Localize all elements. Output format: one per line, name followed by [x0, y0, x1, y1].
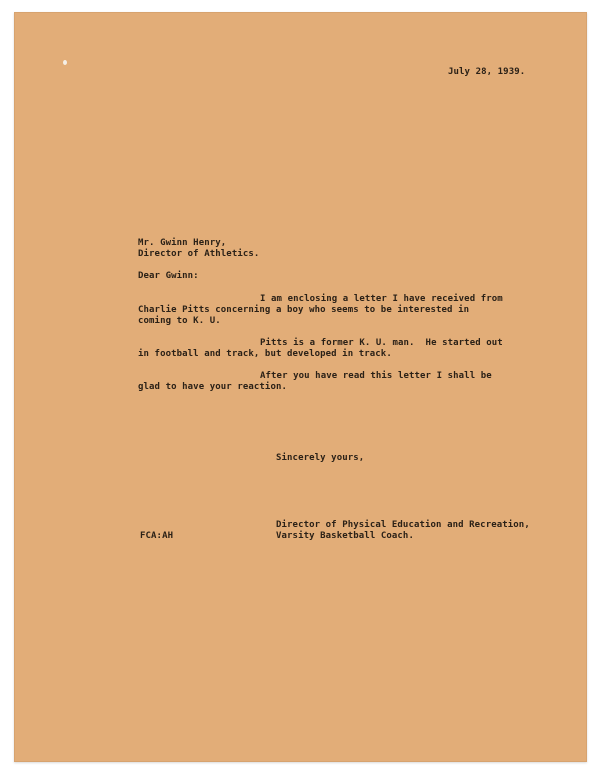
paragraph-2-line-1: Pitts is a former K. U. man. He started out [260, 338, 503, 348]
salutation: Dear Gwinn: [138, 271, 199, 281]
paragraph-3-line-1: After you have read this letter I shall be [260, 371, 492, 381]
signature-line-1: Director of Physical Education and Recreation, [276, 520, 530, 530]
paragraph-1-line-3: coming to K. U. [138, 316, 221, 326]
closing: Sincerely yours, [276, 453, 365, 463]
paper-speck [63, 60, 67, 65]
letter-date: July 28, 1939. [448, 67, 526, 77]
paragraph-1-line-1: I am enclosing a letter I have received from [260, 294, 503, 304]
letter-page [14, 12, 587, 762]
recipient-name: Mr. Gwinn Henry, [138, 238, 227, 248]
paragraph-1-line-2: Charlie Pitts concerning a boy who seems to be interested in [138, 305, 470, 315]
signature-line-2: Varsity Basketball Coach. [276, 531, 414, 541]
reference-initials: FCA:AH [140, 531, 174, 541]
recipient-title: Director of Athletics. [138, 249, 260, 259]
paragraph-2-line-2: in football and track, but developed in track. [138, 349, 392, 359]
paragraph-3-line-2: glad to have your reaction. [138, 382, 287, 392]
